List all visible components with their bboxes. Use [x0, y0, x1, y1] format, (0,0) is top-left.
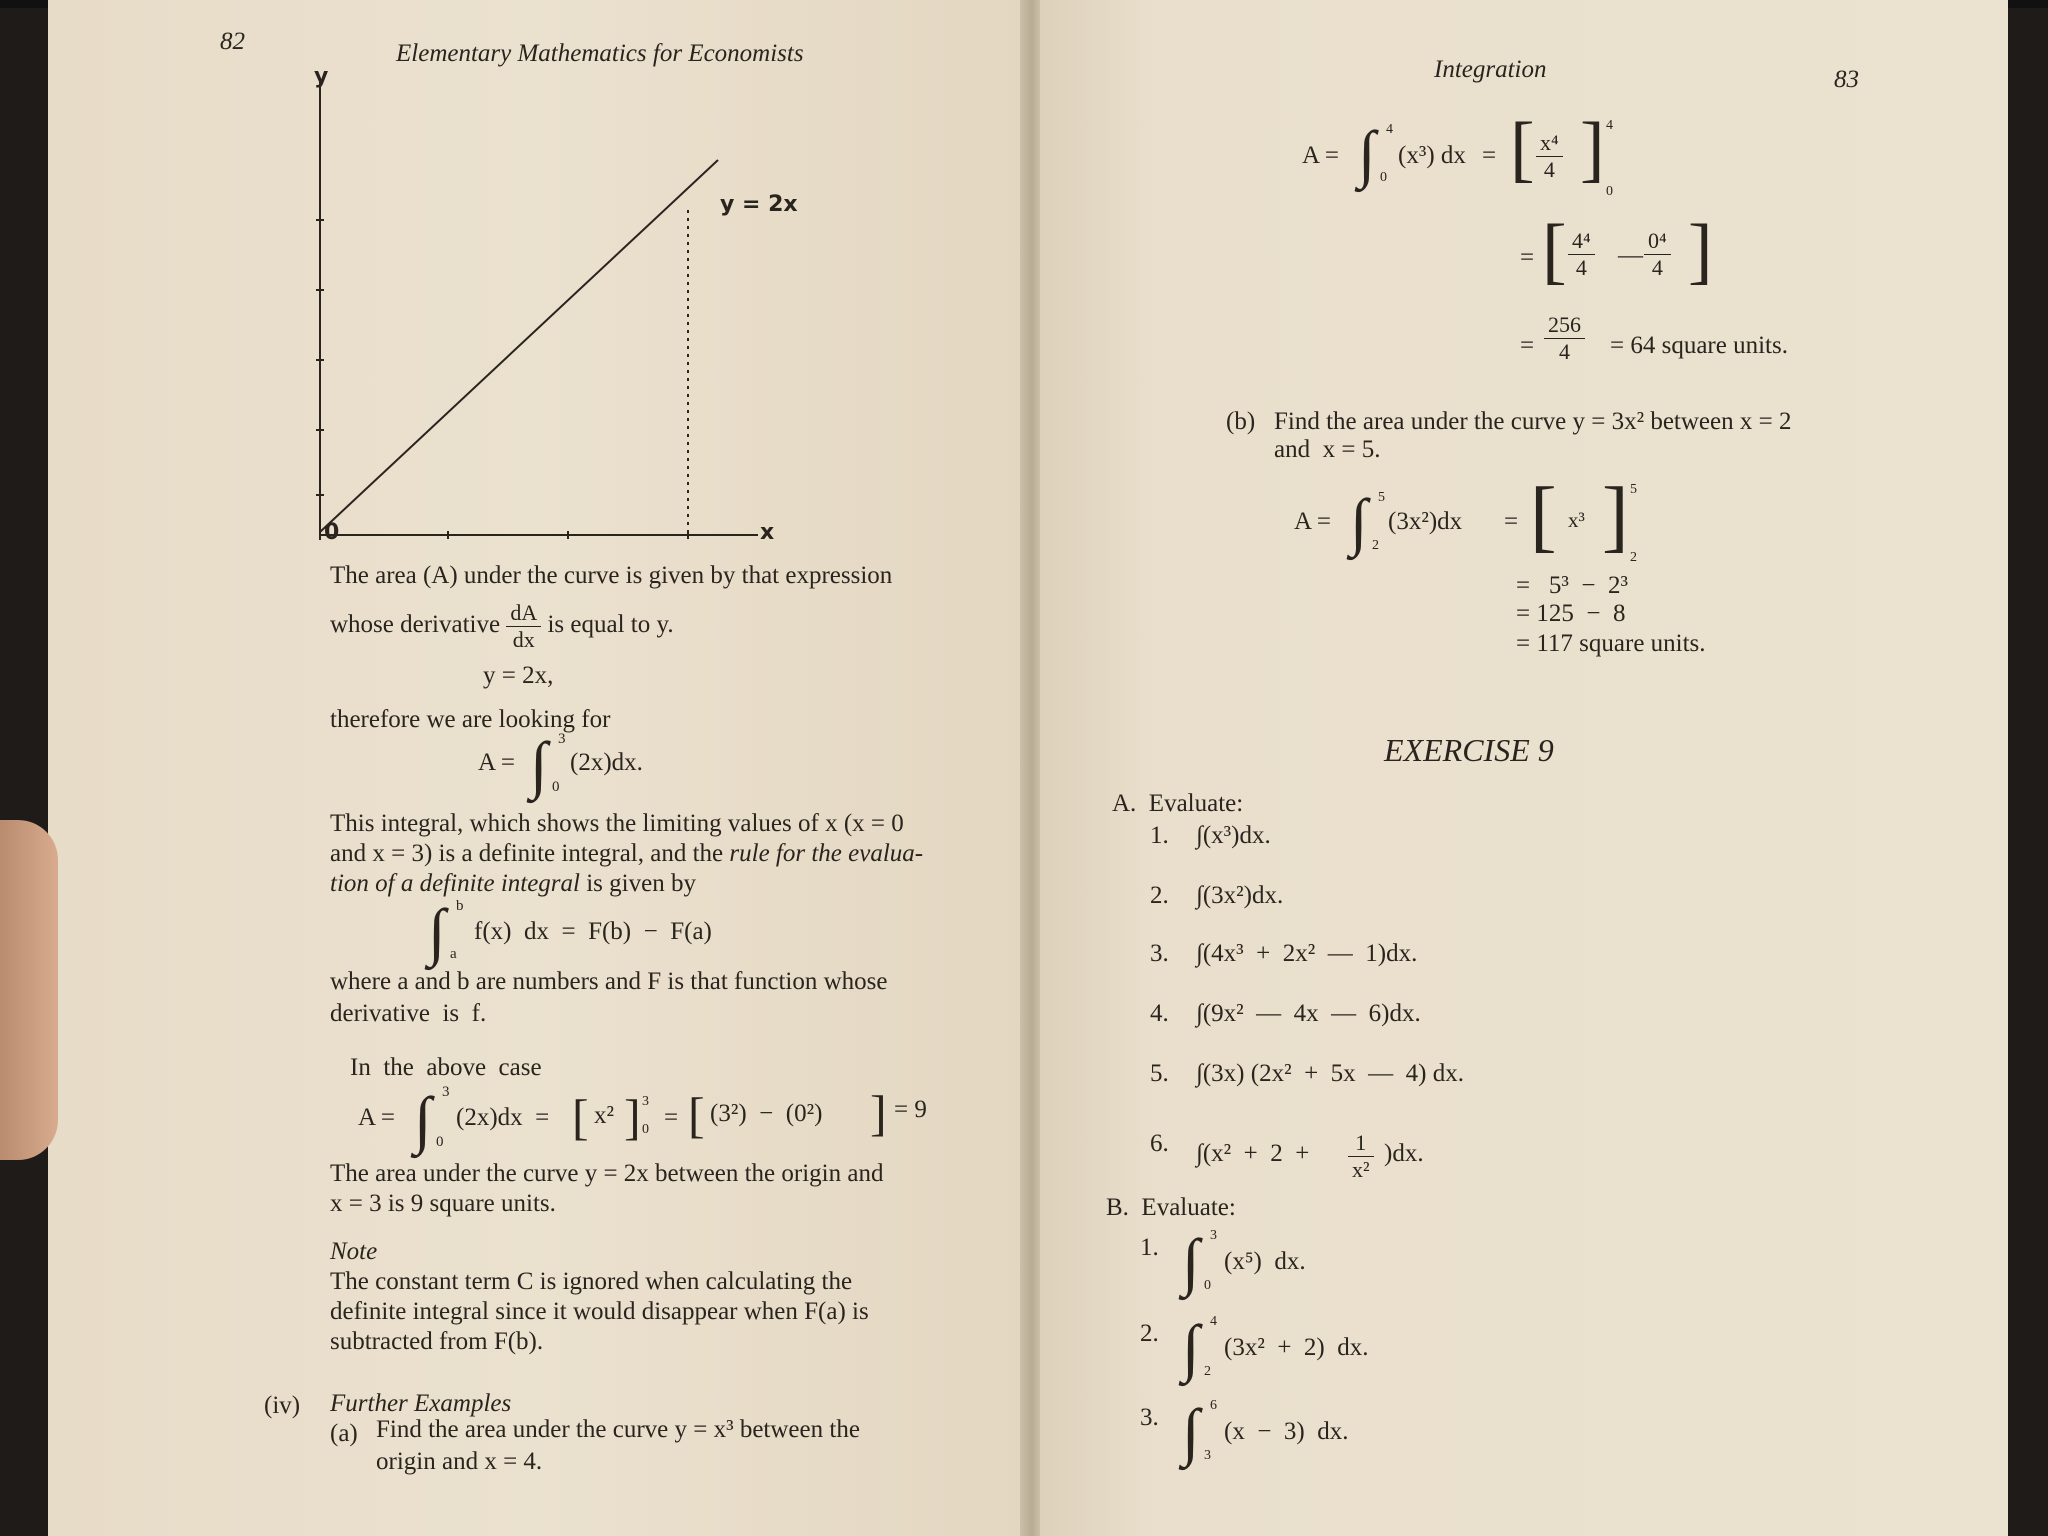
paragraph [330, 870, 696, 898]
running-head: Elementary Mathematics for Economists [396, 40, 804, 67]
item-number: 3. [1150, 940, 1169, 967]
paragraph [330, 840, 923, 868]
fraction-dA-dx [506, 600, 541, 653]
item-text: ∫(x² + 2 + [1196, 1140, 1310, 1167]
example-label: (b) [1226, 408, 1256, 435]
paragraph: x = 3 is 9 square units. [330, 1190, 556, 1217]
text: and x = 3) is a definite integral, and the [330, 840, 730, 867]
integrand: (3x²)dx [1388, 508, 1463, 535]
bracket-open: [ [1510, 108, 1535, 190]
upper-limit: b [456, 898, 464, 914]
fraction [1544, 312, 1585, 365]
bracket-close: ] [1688, 210, 1713, 292]
lhs: A = [478, 749, 516, 776]
equation-b-line4: = 117 square units. [1516, 630, 1706, 657]
upper-limit: 5 [1378, 490, 1385, 505]
list-item [1140, 1224, 1540, 1304]
lower-limit: 2 [1204, 1364, 1211, 1379]
result: = 64 square units. [1610, 332, 1788, 359]
bracket-upper: 3 [642, 1094, 649, 1109]
numerator: x⁴ [1536, 130, 1563, 157]
paragraph: The constant term C is ignored when calculating the [330, 1268, 853, 1295]
paragraph: origin and x = 4. [376, 1448, 543, 1475]
emphasis: rule for the evalua- [729, 840, 924, 867]
equation-a-line3 [1520, 310, 1920, 380]
lower-limit: 0 [1380, 170, 1387, 185]
bracket-close: ] [1580, 108, 1605, 190]
list-item [1150, 940, 1417, 968]
paragraph: definite integral since it would disappear when F(a) is [330, 1298, 869, 1325]
page-number: 83 [1834, 66, 1859, 93]
text: is equal to y. [547, 611, 674, 639]
bracket-close: ] [870, 1085, 887, 1141]
item-number: 5. [1150, 1060, 1169, 1087]
equals: = [1520, 244, 1535, 271]
fraction [1568, 228, 1595, 281]
origin-label: 0 [324, 520, 340, 545]
line-label: y = 2x [720, 192, 798, 217]
integral-sign: ∫ [1182, 1312, 1200, 1383]
item-text: ∫(9x² — 4x — 6)dx. [1196, 1000, 1421, 1027]
bracket-lower: 0 [1606, 184, 1613, 199]
numerator: dA [506, 600, 541, 627]
x-axis-label: x [760, 520, 775, 545]
equation-b-line2: = 5³ − 2³ [1516, 572, 1628, 599]
rule-body: f(x) dx = F(b) − F(a) [474, 918, 712, 945]
item-text: (x − 3) dx. [1224, 1418, 1349, 1445]
integral-sign: ∫ [1182, 1396, 1200, 1467]
exercise-title: EXERCISE 9 [1384, 732, 1554, 768]
paragraph: The area under the curve y = 2x between the origin and [330, 1160, 884, 1187]
equation-y: y = 2x, [483, 662, 554, 689]
integrand: (2x)dx = [456, 1104, 550, 1131]
minus: — [1618, 242, 1643, 269]
numerator: 4⁴ [1568, 228, 1595, 255]
upper-limit: 6 [1210, 1398, 1217, 1413]
lower-limit: 0 [436, 1134, 444, 1150]
equals: = [1520, 332, 1535, 359]
bracket-open: [ [1530, 472, 1557, 560]
integral-sign: ∫ [1182, 1226, 1200, 1297]
item-number: 4. [1150, 1000, 1169, 1027]
bracket-content: x² [594, 1102, 614, 1129]
case-equation [358, 1084, 958, 1164]
item-number: 1. [1150, 822, 1169, 849]
bracket-lower: 0 [642, 1122, 649, 1137]
paragraph: The area (A) under the curve is given by that expression [330, 562, 893, 589]
item-text: ∫(4x³ + 2x² — 1)dx. [1196, 940, 1418, 967]
integral-sign: ∫ [428, 896, 446, 967]
thumb [0, 820, 58, 1160]
bracket-open: [ [572, 1089, 589, 1145]
equation-b-line3: = 125 − 8 [1516, 600, 1626, 627]
upper-limit: 3 [1210, 1228, 1217, 1243]
upper-limit: 4 [1210, 1314, 1217, 1329]
item-text: ∫(3x²)dx. [1196, 882, 1284, 909]
integrand: (2x)dx. [570, 749, 643, 776]
right-page [1040, 0, 2008, 1536]
numerator: 0⁴ [1644, 228, 1671, 255]
integrand: (x³) dx [1398, 142, 1466, 169]
denominator: 4 [1575, 255, 1587, 280]
fraction [1644, 228, 1671, 281]
integral-sign: ∫ [530, 729, 548, 800]
list-item [1150, 1000, 1421, 1028]
numerator: 1 [1348, 1130, 1374, 1157]
paragraph: therefore we are looking for [330, 706, 611, 733]
lhs: A = [1294, 508, 1332, 535]
item-number: 2. [1150, 882, 1169, 909]
item-text: (3x² + 2) dx. [1224, 1334, 1369, 1361]
denominator: x² [1352, 1157, 1370, 1182]
text: whose derivative [330, 611, 501, 639]
note-title: Note [330, 1238, 378, 1265]
lhs: A = [1302, 142, 1340, 169]
denominator: 4 [1559, 339, 1570, 364]
list-item [1150, 882, 1283, 910]
list-item [1150, 822, 1271, 850]
paragraph: This integral, which shows the limiting values of x (x = 0 [330, 810, 904, 837]
paragraph: Find the area under the curve y = 3x² between x = 2 [1274, 408, 1792, 435]
item-text: ∫(x³)dx. [1196, 822, 1271, 849]
lower-limit: 2 [1372, 538, 1379, 553]
item-number: 6. [1150, 1130, 1169, 1157]
text: is given by [579, 870, 696, 897]
list-item [1140, 1310, 1540, 1390]
denominator: 4 [1651, 255, 1663, 280]
lower-limit: 3 [1204, 1448, 1211, 1463]
result: = 9 [894, 1096, 927, 1123]
bracket-open: [ [1542, 210, 1567, 292]
list-item [1150, 1130, 1550, 1190]
item-text: (x⁵) dx. [1224, 1248, 1306, 1275]
y-axis-label: y [314, 64, 329, 89]
numerator: 256 [1544, 312, 1585, 339]
fraction [1536, 130, 1563, 183]
item-text: )dx. [1384, 1140, 1424, 1167]
running-head: Integration [1434, 56, 1547, 83]
list-item [1150, 1060, 1464, 1088]
section-title: Further Examples [330, 1390, 512, 1417]
list-item [1140, 1394, 1540, 1474]
paragraph: and x = 5. [1274, 436, 1381, 463]
upper-limit: 3 [442, 1084, 450, 1100]
integral-sign: ∫ [1350, 486, 1368, 557]
item-number: 3. [1140, 1404, 1159, 1431]
item-number: 2. [1140, 1320, 1159, 1347]
section-b-heading: B. Evaluate: [1106, 1194, 1236, 1221]
paragraph: subtracted from F(b). [330, 1328, 544, 1355]
derivative-line [330, 600, 674, 653]
section-number: (iv) [264, 1392, 301, 1419]
upper-limit: 3 [558, 731, 566, 747]
left-page [48, 0, 1023, 1536]
fraction [1348, 1130, 1374, 1183]
lower-limit: 0 [552, 779, 560, 795]
emphasis: tion of a definite integral [330, 870, 580, 897]
paragraph: Find the area under the curve y = x³ between the [376, 1416, 860, 1443]
line-y-equals-2x [320, 160, 718, 532]
paragraph: where a and b are numbers and F is that function whose [330, 968, 888, 995]
integral-sign: ∫ [1358, 118, 1376, 189]
integral-sign: ∫ [414, 1084, 432, 1155]
bracket-open: [ [688, 1087, 705, 1143]
lower-limit: 0 [1204, 1278, 1211, 1293]
lhs: A = [358, 1104, 396, 1131]
bracket-content: (3²) − (0²) [710, 1100, 823, 1127]
bracket-content: x³ [1568, 508, 1585, 532]
denominator: dx [512, 627, 535, 652]
equation-b-line1 [1294, 472, 1794, 576]
denominator: 4 [1543, 157, 1555, 182]
bracket-upper: 5 [1630, 482, 1637, 497]
item-text: ∫(3x) (2x² + 5x — 4) dx. [1196, 1060, 1464, 1087]
equation-a-line1 [1302, 108, 1802, 212]
line-graph [238, 70, 778, 560]
page-number: 82 [220, 28, 245, 55]
lower-limit: a [450, 946, 457, 962]
bracket-close: ] [624, 1089, 641, 1145]
equals: = [1504, 508, 1519, 535]
paragraph: In the above case [350, 1054, 542, 1081]
section-a-heading: A. Evaluate: [1112, 790, 1244, 817]
bracket-lower: 2 [1630, 550, 1637, 565]
example-label: (a) [330, 1420, 358, 1447]
upper-limit: 4 [1386, 122, 1393, 137]
equation-a-line2 [1520, 210, 1820, 304]
equals: = [664, 1104, 679, 1131]
bracket-close: ] [1602, 472, 1629, 560]
bracket-upper: 4 [1606, 118, 1613, 133]
item-number: 1. [1140, 1234, 1159, 1261]
paragraph: derivative is f. [330, 1000, 487, 1027]
equals: = [1482, 142, 1497, 169]
